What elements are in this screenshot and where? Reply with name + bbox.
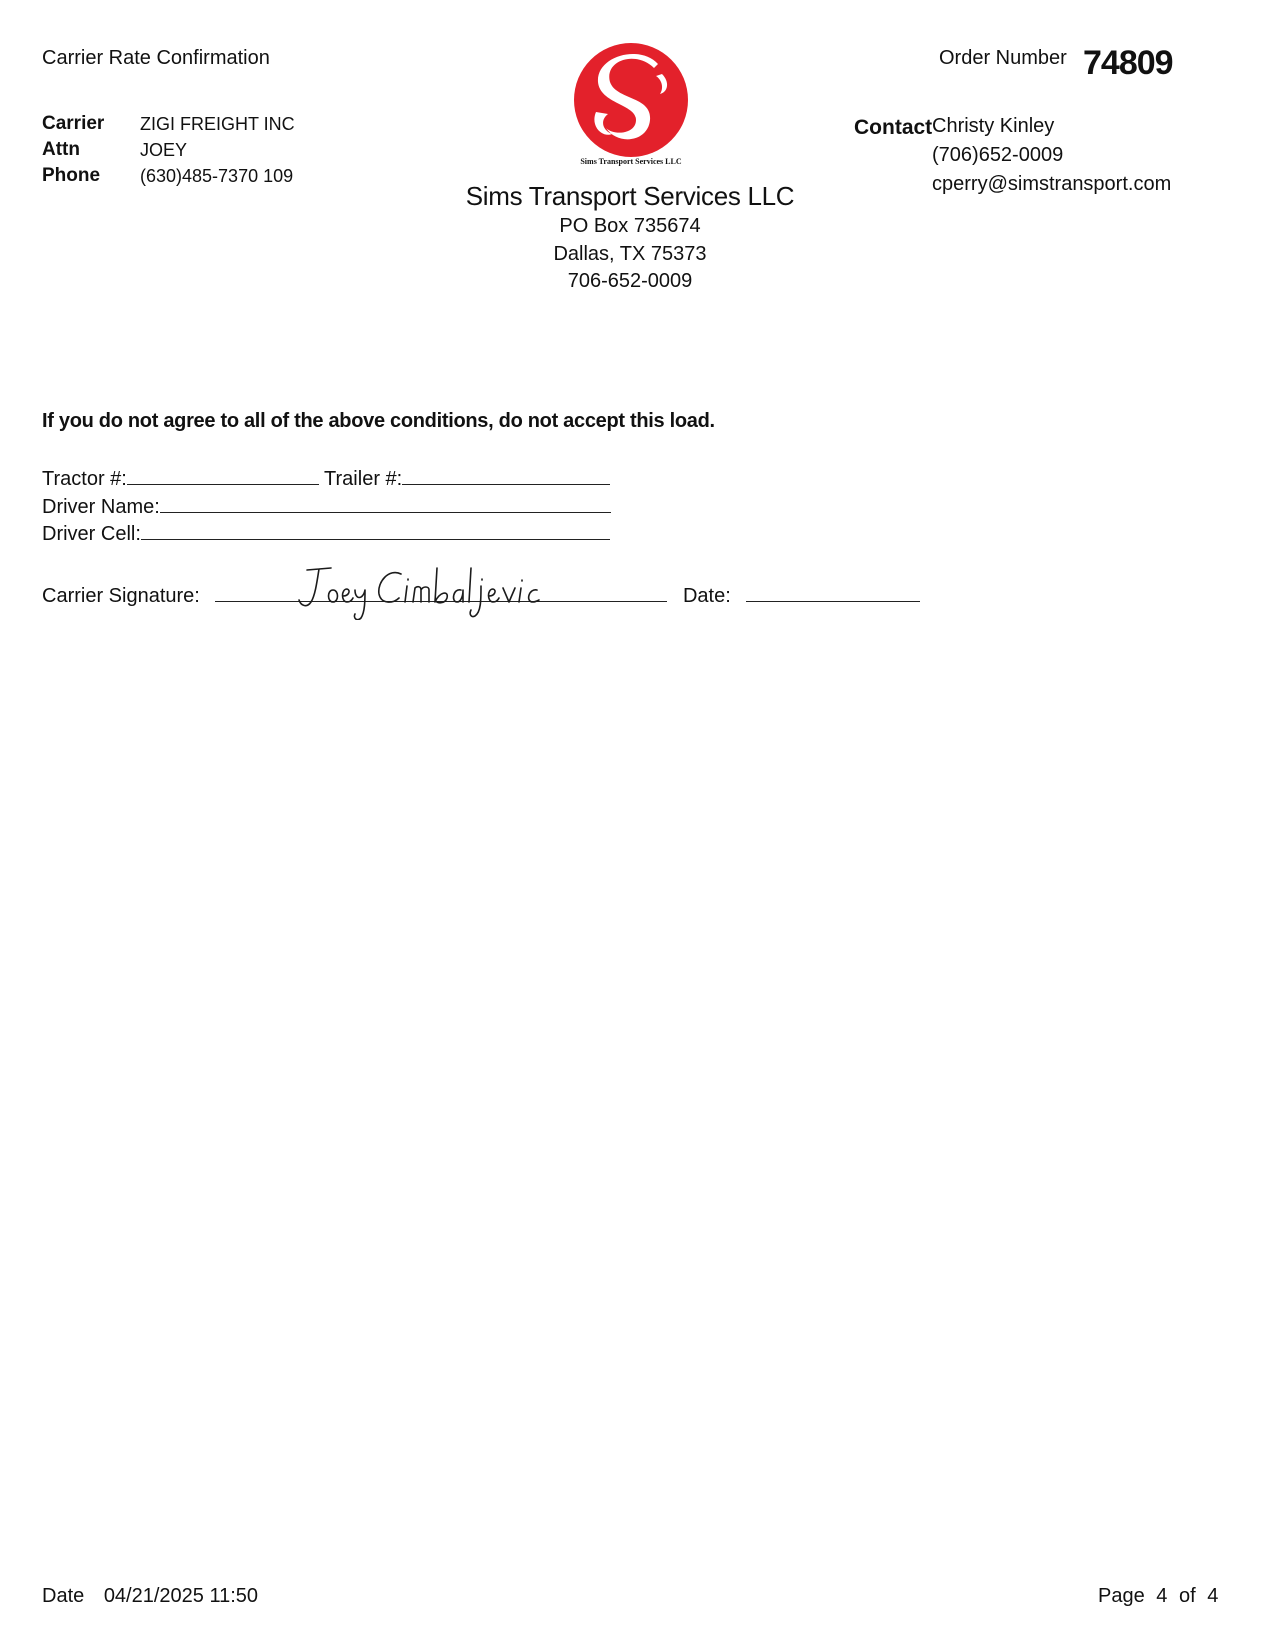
footer-page-total: 4: [1207, 1585, 1219, 1607]
conditions-notice: If you do not agree to all of the above conditions, do not accept this load.: [42, 410, 715, 432]
document-title: Carrier Rate Confirmation: [42, 47, 270, 69]
contact-name: Christy Kinley: [932, 115, 1055, 137]
trailer-label: Trailer #:: [324, 468, 403, 490]
company-name: Sims Transport Services LLC: [465, 181, 795, 211]
driver-name-row: [42, 494, 611, 519]
company-logo-icon: [566, 38, 696, 168]
logo-caption: Sims Transport Services LLC: [580, 157, 682, 166]
phone-label: Phone: [42, 165, 101, 186]
tractor-trailer-row: [42, 466, 610, 491]
company-city-state-zip: Dallas, TX 75373: [553, 243, 707, 265]
carrier-value: ZIGI FREIGHT INC: [140, 114, 295, 134]
company-phone: 706-652-0009: [567, 270, 693, 292]
order-number-label: Order Number: [939, 47, 1067, 69]
handwritten-signature: [297, 560, 567, 620]
tractor-label: Tractor #:: [42, 468, 127, 490]
date-label: Date:: [682, 585, 731, 607]
tractor-field[interactable]: [127, 466, 319, 485]
footer-date-label: Date: [42, 1585, 85, 1607]
footer-page-label: Page: [1098, 1585, 1145, 1607]
date-field[interactable]: [746, 583, 920, 602]
order-number: 74809: [1083, 44, 1173, 82]
carrier-label: Carrier: [42, 113, 105, 134]
driver-name-field[interactable]: [160, 494, 611, 513]
footer-page-of: of: [1178, 1585, 1196, 1607]
driver-cell-label: Driver Cell:: [42, 523, 141, 545]
phone-value: (630)485-7370 109: [140, 166, 294, 186]
attn-label: Attn: [42, 139, 80, 160]
driver-cell-field[interactable]: [141, 521, 610, 540]
driver-name-label: Driver Name:: [42, 496, 160, 518]
trailer-field[interactable]: [402, 466, 610, 485]
signature-label: Carrier Signature:: [42, 585, 200, 607]
attn-value: JOEY: [140, 140, 188, 160]
footer-page-current: 4: [1156, 1585, 1168, 1607]
driver-cell-row: [42, 521, 610, 546]
contact-phone: (706)652-0009: [932, 144, 1064, 166]
company-po-box: PO Box 735674: [559, 215, 701, 237]
contact-label: Contact: [854, 116, 933, 139]
footer-date: [42, 1585, 258, 1608]
footer-date-value: 04/21/2025 11:50: [103, 1585, 259, 1607]
footer-page: [1098, 1585, 1218, 1608]
contact-email: cperry@simstransport.com: [932, 173, 1172, 195]
